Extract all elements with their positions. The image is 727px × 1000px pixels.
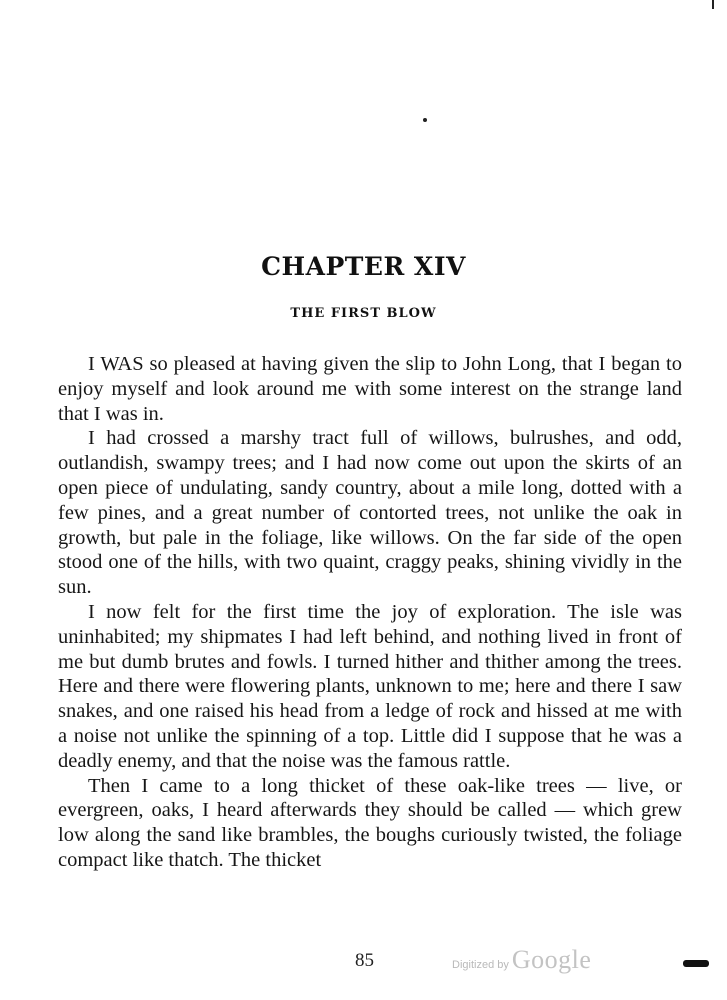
chapter-subtitle: THE FIRST BLOW xyxy=(290,306,437,321)
scan-edge-mark-bottom xyxy=(683,960,709,967)
chapter-title: CHAPTER XIV xyxy=(261,252,466,281)
scan-edge-mark xyxy=(712,0,714,9)
digitized-watermark xyxy=(452,945,591,975)
decorative-dot xyxy=(423,118,427,122)
digitized-label: Digitized by xyxy=(452,959,509,971)
page-number: 85 xyxy=(355,950,374,971)
paragraph-4: Then I came to a long thicket of these oak-like trees — live, or evergreen, oaks, I heard afterwards they should be called — which grew low along the sand like brambles, the boughs curiously twisted, the foliage compact like thatch. The thicket xyxy=(58,774,682,871)
paragraph-2: I had crossed a marshy tract full of willows, bulrushes, and odd, outlandish, swampy trees; and I had now come out upon the skirts of an open piece of undulating, sandy country, about a mile long, dotted with a few pines, and a great number of contorted trees, not unlike the oak in growth, but pale in the foliage, like willows. On the far side of the open stood one of the hills, with two quaint, craggy peaks, shining vividly in the sun. xyxy=(58,427,682,599)
paragraph-1: I WAS so pleased at having given the slip to John Long, that I began to enjoy myself and look around me with some interest on the strange land that I was in. xyxy=(58,353,682,425)
google-logo: Google xyxy=(511,945,592,974)
body-text xyxy=(58,352,682,873)
paragraph-3: I now felt for the first time the joy of exploration. The isle was uninhabited; my shipmates I had left behind, and nothing lived in front of me but dumb brutes and fowls. I turned hither and thither among the trees. Here and there were flowering plants, unknown to me; here and there I saw snakes, and one raised his head from a ledge of rock and hissed at me with a noise not unlike the spinning of a top. Little did I suppose that he was a deadly enemy, and that the noise was the famous rattle. xyxy=(58,600,682,772)
